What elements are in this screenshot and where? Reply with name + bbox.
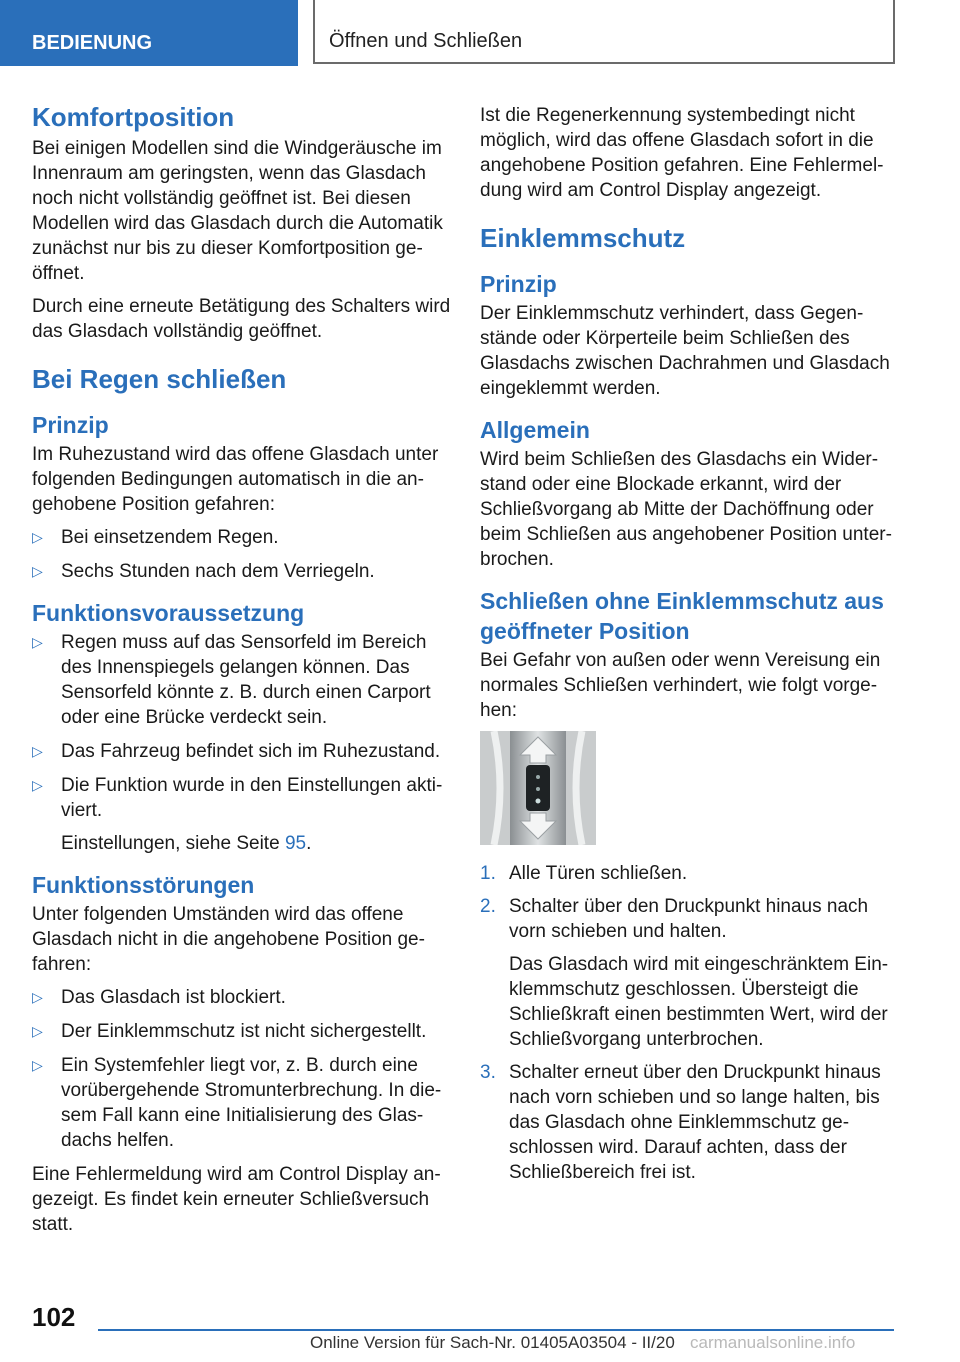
list-item: 3. Schalter erneut über den Druckpunkt hinaus nach vorn schieben und so lange halten, bis das Glasdach ohne Einklemmschutz geschlossen wird. Darauf achten, dass der Schließbereich frei ist. xyxy=(480,1062,881,1183)
list-item: ▷ Sechs Stunden nach dem Verriegeln. xyxy=(32,561,375,582)
heading-regen: Bei Regen schließen xyxy=(32,364,287,394)
triangle-bullet-icon: ▷ xyxy=(32,563,43,579)
list-item: ▷ Ein Systemfehler liegt vor, z. B. durch eine vorübergehende Stromunterbrechung. In diesem Fall kann eine Initialisierung des Glasdachs helfen. xyxy=(32,1055,442,1151)
page-link[interactable]: 95 xyxy=(284,833,307,854)
roof-switch-image xyxy=(480,731,596,845)
bullet-list xyxy=(32,525,452,584)
paragraph: Durch eine erneute Betätigung des Schalters wird das Glasdach vollständig geöffnet. xyxy=(32,296,451,342)
triangle-bullet-icon: ▷ xyxy=(32,634,43,650)
paragraph: Im Ruhezustand wird das offene Glasdach unter folgenden Bedingungen automatisch in die angehobene Position gefahren: xyxy=(32,444,439,515)
sub-paragraph: Einstellungen, siehe Seite 95. xyxy=(61,833,312,854)
footer-divider xyxy=(98,1329,894,1331)
step-list xyxy=(480,861,900,1185)
left-column xyxy=(32,100,452,1245)
page-title: Öffnen und Schließen xyxy=(313,0,895,64)
triangle-bullet-icon: ▷ xyxy=(32,777,43,793)
heading-allgemein: Allgemein xyxy=(480,417,590,443)
heading-funktionsstoerungen: Funktionsstörungen xyxy=(32,872,255,898)
heading-komfortposition: Komfortposition xyxy=(32,102,235,132)
paragraph: Wird beim Schließen des Glasdachs ein Widerstand oder eine Blockade erkannt, wird der Schließvorgang ab Mitte der Dachöffnung oder beim Schließen aus angehobener Position unterbrochen. xyxy=(480,449,892,570)
footer-online-version: Online Version für Sach-Nr. 01405A03504 - II/20 xyxy=(310,1333,675,1352)
heading-einklemmschutz: Einklemmschutz xyxy=(480,223,686,253)
section-tab: BEDIENUNG xyxy=(0,0,298,66)
list-item: ▷ Das Fahrzeug befindet sich im Ruhezustand. xyxy=(32,741,441,762)
list-item: ▷ Bei einsetzendem Regen. xyxy=(32,527,279,548)
paragraph: Bei Gefahr von außen oder wenn Vereisung ein normales Schließen verhindert, wie folgt vorgehen: xyxy=(480,650,881,721)
paragraph: Der Einklemmschutz verhindert, dass Gegenstände oder Körperteile beim Schließen des Glasdachs zwischen Dachrahmen und Glasdach eingeklemmt werden. xyxy=(480,303,890,399)
bullet-list xyxy=(32,630,452,856)
paragraph: Ist die Regenerkennung systembedingt nicht möglich, wird das offene Glasdach sofort in die angehobene Position gefahren. Eine Fehlermeldung wird am Control Display angezeigt. xyxy=(480,105,884,201)
triangle-bullet-icon: ▷ xyxy=(32,1023,43,1039)
triangle-bullet-icon: ▷ xyxy=(32,529,43,545)
paragraph: Unter folgenden Umständen wird das offene Glasdach nicht in die angehobene Position gefahren: xyxy=(32,904,425,975)
heading-prinzip: Prinzip xyxy=(480,271,557,297)
triangle-bullet-icon: ▷ xyxy=(32,743,43,759)
triangle-bullet-icon: ▷ xyxy=(32,1057,43,1073)
heading-prinzip: Prinzip xyxy=(32,412,109,438)
paragraph: Bei einigen Modellen sind die Windgeräusche im Innenraum am geringsten, wenn das Glasdach noch nicht vollständig geöffnet ist. Bei diesen Modellen wird das Glasdach durch die Automatik zunächst nur bis zu dieser Komfortposition geöffnet. xyxy=(32,138,443,284)
bullet-list xyxy=(32,985,452,1153)
triangle-bullet-icon: ▷ xyxy=(32,989,43,1005)
paragraph: Eine Fehlermeldung wird am Control Display angezeigt. Es findet kein erneuter Schließversuch statt. xyxy=(32,1164,441,1235)
list-item: ▷ Die Funktion wurde in den Einstellungen aktiviert. Einstellungen, siehe Seite 95. xyxy=(32,773,452,856)
heading-funktionsvoraussetzung: Funktionsvoraussetzung xyxy=(32,600,305,626)
list-item: ▷ Regen muss auf das Sensorfeld im Bereich des Innenspiegels gelangen können. Das Sensorfeld könnte z. B. durch einen Carport oder eine Brücke verdeckt sein. xyxy=(32,632,431,728)
heading-schliessen-ohne-einklemmschutz: Schließen ohne Einklemmschutz aus geöffneter Position xyxy=(480,588,884,644)
list-item: ▷ Das Glasdach ist blockiert. xyxy=(32,987,286,1008)
list-item: 1. Alle Türen schließen. xyxy=(480,863,688,884)
list-item: 2. Schalter über den Druckpunkt hinaus nach vorn schieben und halten. Das Glasdach wird mit eingeschränktem Einklemmschutz geschlossen. Übersteigt die Schließkraft einen bestimmten Wert, wird der Schließvorgang unterbrochen. xyxy=(480,894,900,1052)
list-item: ▷ Der Einklemmschutz ist nicht sichergestellt. xyxy=(32,1021,427,1042)
watermark: carmanualsonline.info xyxy=(690,1333,856,1352)
right-column xyxy=(480,103,900,1193)
page-number: 102 xyxy=(32,1302,76,1332)
sub-paragraph: Das Glasdach wird mit eingeschränktem Einklemmschutz geschlossen. Übersteigt die Schließkraft einen bestimmten Wert, wird der Schließvorgang unterbrochen. xyxy=(509,954,889,1050)
